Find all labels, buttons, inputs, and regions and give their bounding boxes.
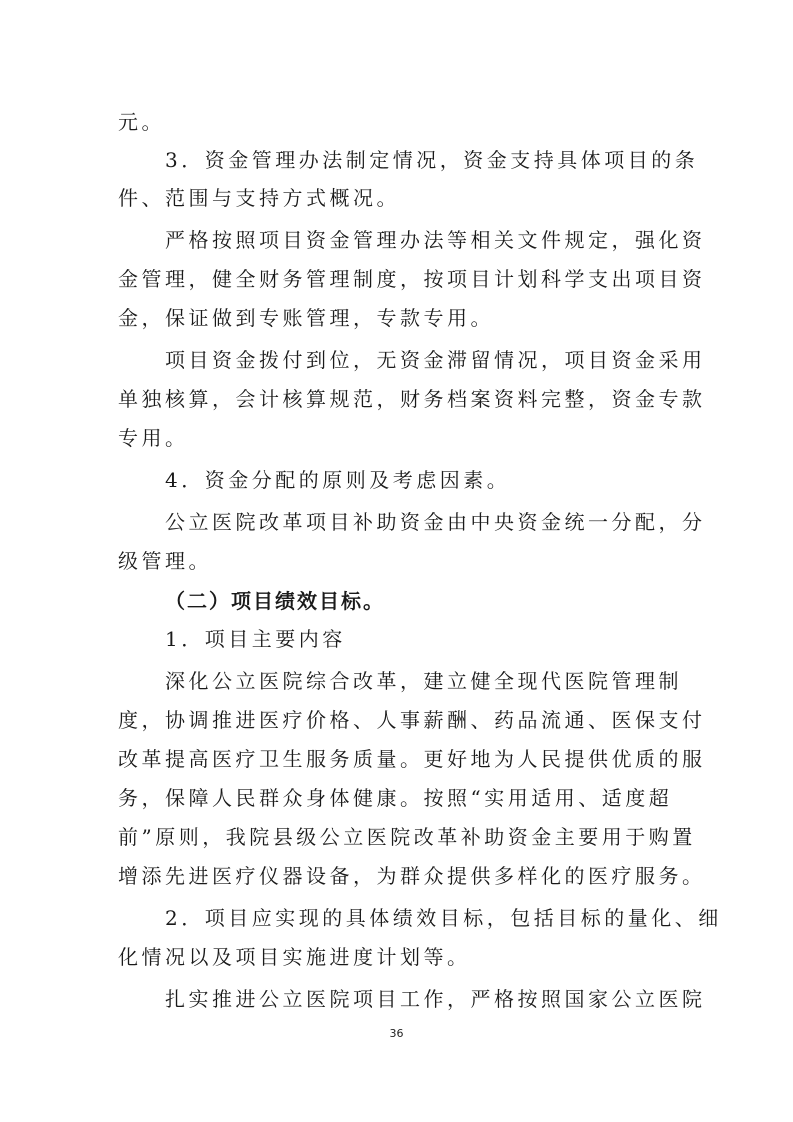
paragraph-line-22: 化情况以及项目实施进度计划等。: [118, 945, 471, 969]
paragraph-line-20: 增添先进医疗仪器设备，为群众提供多样化的医疗服务。: [118, 864, 706, 888]
paragraph-line-12: 级管理。: [118, 549, 212, 573]
paragraph-line-18: 务，保障人民群众身体健康。按照“实用适用、适度超: [118, 786, 673, 810]
paragraph-line-9: 专用。: [118, 426, 189, 450]
paragraph-line-11: 公立医院改革项目补助资金由中央资金统一分配，分: [165, 510, 706, 534]
paragraph-line-4: 严格按照项目资金管理办法等相关文件规定，强化资: [165, 228, 706, 252]
paragraph-line-5: 金管理，健全财务管理制度，按项目计划科学支出项目资: [118, 267, 706, 291]
paragraph-line-15: 深化公立医院综合改革，建立健全现代医院管理制: [165, 669, 682, 693]
section-item-1: 1．项目主要内容: [165, 627, 346, 651]
paragraph-line-7: 项目资金拨付到位，无资金滞留情况，项目资金采用: [165, 348, 706, 372]
section-heading: （二）项目绩效目标。: [165, 589, 385, 613]
section-item-2: 2．项目应实现的具体绩效目标，包括目标的量化、细: [165, 906, 722, 930]
paragraph-line-16: 度，协调推进医疗价格、人事薪酬、药品流通、医保支付: [118, 708, 706, 732]
paragraph-line-3: 件、范围与支持方式概况。: [118, 186, 400, 210]
section-item-4: 4．资金分配的原则及考虑因素。: [165, 468, 511, 492]
paragraph-line-1: 元。: [118, 110, 165, 134]
section-item-3: 3．资金管理办法制定情况，资金支持具体项目的条: [165, 148, 699, 172]
paragraph-line-8: 单独核算，会计核算规范，财务档案资料完整，资金专款: [118, 387, 706, 411]
paragraph-line-17: 改革提高医疗卫生服务质量。更好地为人民提供优质的服: [118, 747, 706, 771]
page-number: 36: [389, 1027, 404, 1040]
paragraph-line-19: 前”原则，我院县级公立医院改革补助资金主要用于购置: [118, 825, 696, 849]
paragraph-line-23: 扎实推进公立医院项目工作，严格按照国家公立医院: [165, 987, 706, 1011]
paragraph-line-6: 金，保证做到专账管理，专款专用。: [118, 306, 494, 330]
